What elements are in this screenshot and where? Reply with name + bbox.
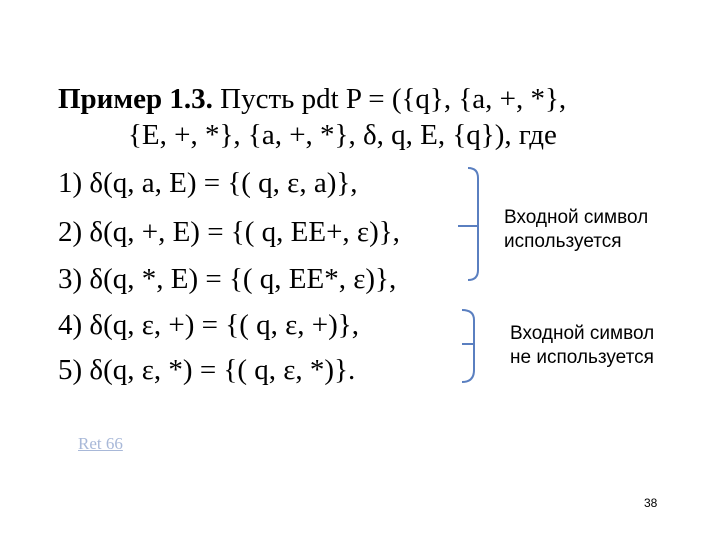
rule-4: 4) δ(q, ε, +) = {( q, ε, +)}, — [58, 309, 359, 341]
title-bold: Пример 1.3. — [58, 83, 213, 115]
bracket-not-used — [462, 310, 474, 382]
note-used-line-2: используется — [504, 231, 622, 252]
rule-3: 3) δ(q, *, E) = {( q, EE*, ε)}, — [58, 263, 397, 295]
note-used-line-1: Входной символ — [504, 207, 649, 228]
note-not-used-line-2: не используется — [510, 347, 654, 368]
title-continuation: {E, +, *}, {a, +, *}, δ, q, E, {q}), где — [128, 119, 557, 151]
note-not-used — [510, 322, 654, 370]
title-rest: Пусть pdt P = ({q}, {a, +, *}, — [212, 83, 567, 115]
note-not-used-line-1: Входной символ — [510, 323, 655, 344]
rule-5: 5) δ(q, ε, *) = {( q, ε, *)}. — [58, 354, 356, 386]
ret-link[interactable]: Ret 66 — [78, 434, 123, 453]
note-used — [504, 206, 648, 254]
rule-1: 1) δ(q, a, E) = {( q, ε, a)}, — [58, 167, 358, 199]
page-number: 38 — [644, 496, 658, 510]
rule-2: 2) δ(q, +, E) = {( q, EE+, ε)}, — [58, 216, 400, 248]
bracket-used — [468, 168, 478, 280]
